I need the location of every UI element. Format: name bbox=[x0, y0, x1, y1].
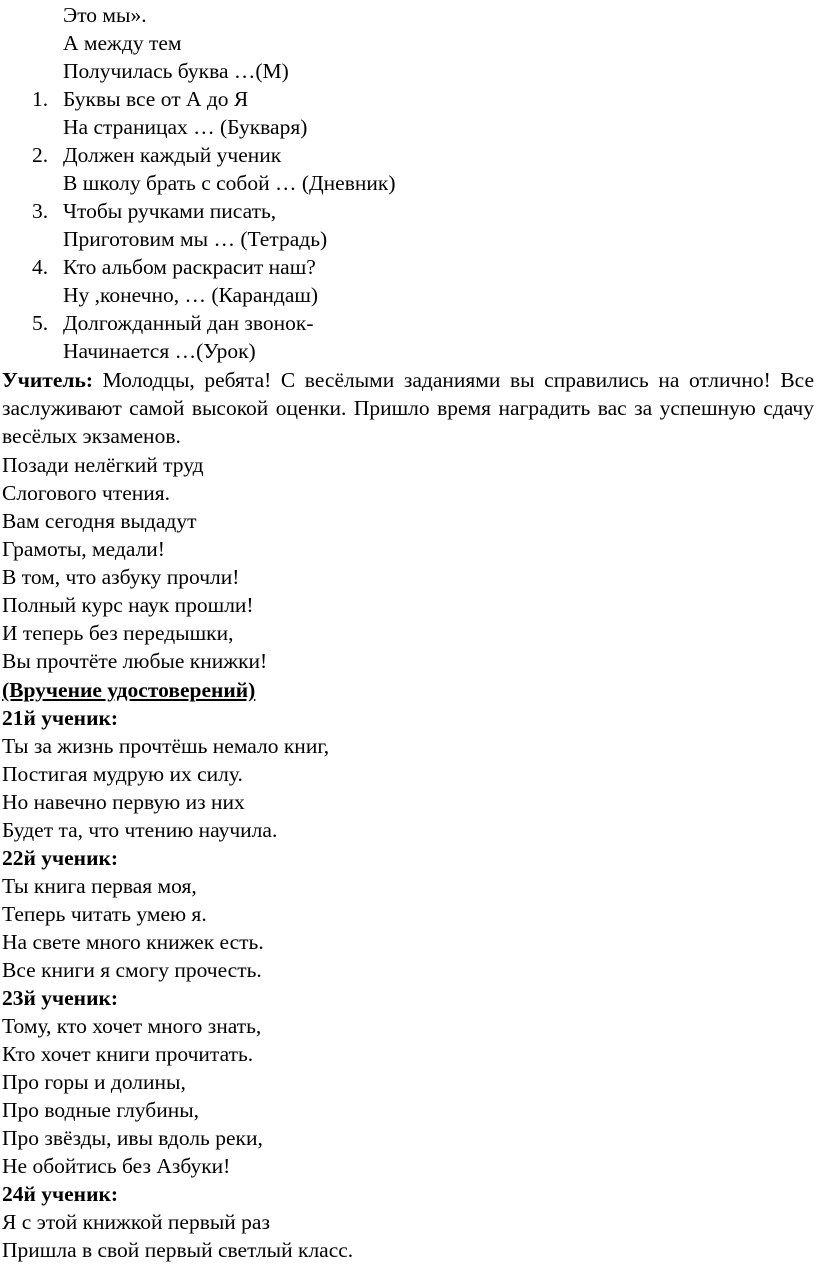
verse-line: Я с этой книжкой первый раз bbox=[2, 1210, 270, 1234]
verse-line: Ты книга первая моя, bbox=[2, 874, 197, 898]
verse-line: Это мы». bbox=[63, 3, 147, 27]
verse-line: Полный курс наук прошли! bbox=[2, 593, 254, 617]
speaker-label: 22й ученик: bbox=[2, 846, 119, 870]
verse-line: Пришла в свой первый светлый класс. bbox=[2, 1238, 354, 1262]
list-number: 3. bbox=[32, 199, 49, 223]
verse-line: Начинается …(Урок) bbox=[63, 339, 256, 363]
verse-line: Получилась буква …(М) bbox=[63, 59, 289, 83]
verse-line: Ты за жизнь прочтёшь немало книг, bbox=[2, 734, 330, 758]
list-number: 2. bbox=[32, 143, 49, 167]
verse-line: Будет та, что чтению научила. bbox=[2, 818, 278, 842]
verse-line: Про звёзды, ивы вдоль реки, bbox=[2, 1126, 263, 1150]
verse-line: На страницах … (Букваря) bbox=[63, 115, 308, 139]
verse-line: Все книги я смогу прочесть. bbox=[2, 958, 262, 982]
verse-line: Слогового чтения. bbox=[2, 481, 171, 505]
verse-line: Приготовим мы … (Тетрадь) bbox=[63, 227, 328, 251]
verse-line: Про водные глубины, bbox=[2, 1098, 200, 1122]
verse-line: В школу брать с собой … (Дневник) bbox=[63, 171, 396, 195]
verse-line: Теперь читать умею я. bbox=[2, 902, 207, 926]
verse-line: Тому, кто хочет много знать, bbox=[2, 1014, 262, 1038]
list-number: 5. bbox=[32, 311, 49, 335]
speaker-label: 24й ученик: bbox=[2, 1182, 119, 1206]
verse-line: Ну ,конечно, … (Карандаш) bbox=[63, 283, 319, 307]
verse-line: И теперь без передышки, bbox=[2, 621, 234, 645]
teacher-speech: Молодцы, ребята! С весёлыми заданиями вы справились на отлично! Все заслуживают самой высокой оценки. Пришло время наградить вас за успешную сдачу весёлых экзаменов. bbox=[2, 368, 815, 448]
verse-line: Вам сегодня выдадут bbox=[2, 509, 197, 533]
verse-line: А между тем bbox=[63, 31, 182, 55]
verse-line: В том, что азбуку прочли! bbox=[2, 565, 240, 589]
verse-line: Но навечно первую из них bbox=[2, 790, 245, 814]
verse-line: Про горы и долины, bbox=[2, 1070, 186, 1094]
speaker-label: Учитель: bbox=[2, 368, 93, 392]
verse-line: Долгожданный дан звонок- bbox=[63, 311, 314, 335]
verse-line: Постигая мудрую их силу. bbox=[2, 762, 243, 786]
verse-line: Чтобы ручками писать, bbox=[63, 199, 277, 223]
list-number: 4. bbox=[32, 255, 49, 279]
verse-line: Должен каждый ученик bbox=[63, 143, 282, 167]
teacher-paragraph bbox=[2, 366, 814, 450]
verse-line: Кто альбом раскрасит наш? bbox=[63, 255, 316, 279]
list-number: 1. bbox=[32, 87, 49, 111]
stage-direction: (Вручение удостоверений) bbox=[2, 678, 256, 702]
speaker-label: 21й ученик: bbox=[2, 706, 119, 730]
verse-line: Вы прочтёте любые книжки! bbox=[2, 649, 268, 673]
verse-line: Грамоты, медали! bbox=[2, 537, 165, 561]
verse-line: Не обойтись без Азбуки! bbox=[2, 1154, 231, 1178]
verse-line: Кто хочет книги прочитать. bbox=[2, 1042, 254, 1066]
verse-line: Буквы все от А до Я bbox=[63, 87, 249, 111]
speaker-label: 23й ученик: bbox=[2, 986, 119, 1010]
verse-line: На свете много книжек есть. bbox=[2, 930, 264, 954]
verse-line: Позади нелёгкий труд bbox=[2, 453, 204, 477]
